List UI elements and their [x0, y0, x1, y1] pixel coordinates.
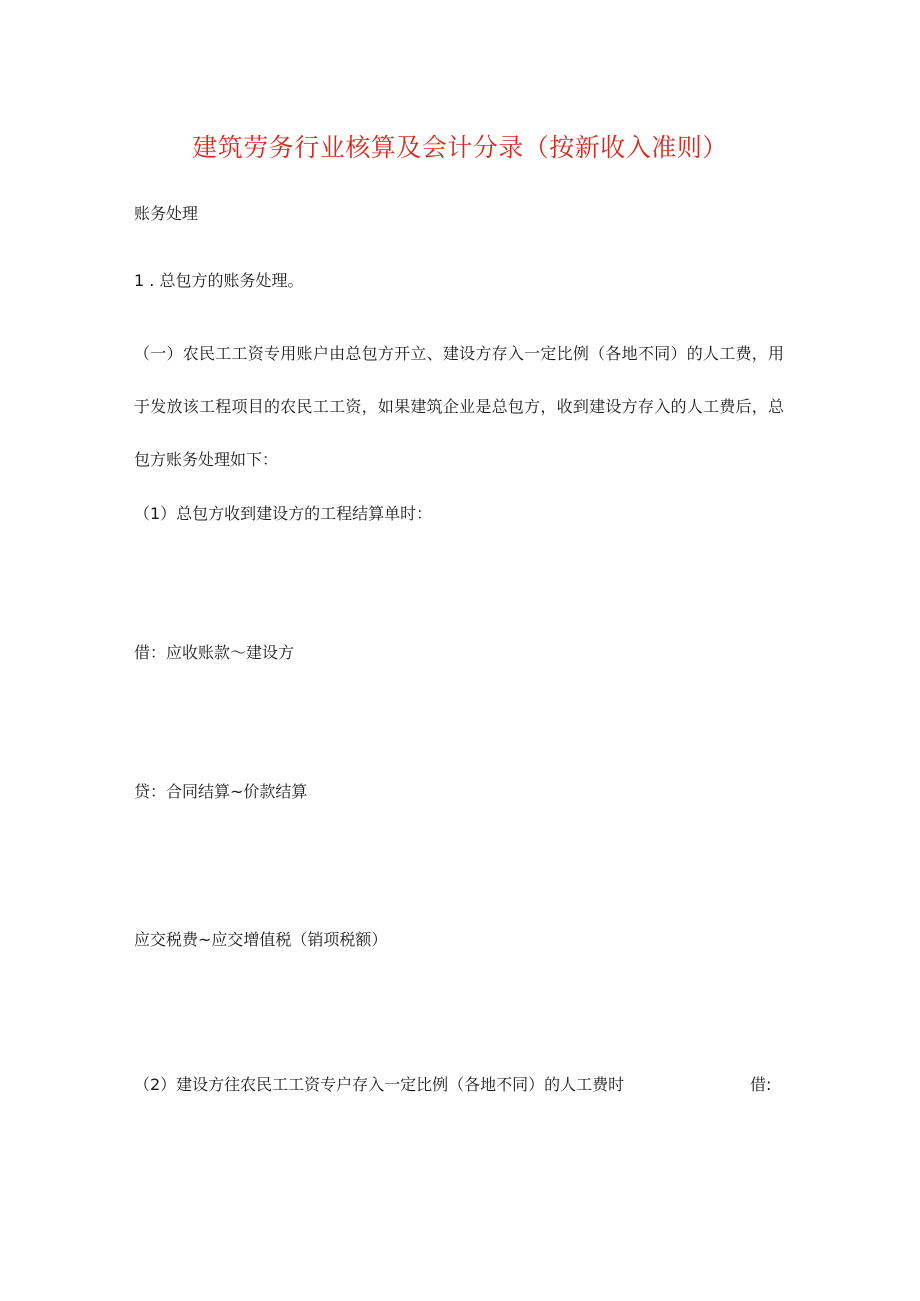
credit-entry: 应交税费~应交增值税（销项税额） — [134, 930, 388, 949]
body-paragraph: （一）农民工工资专用账户由总包方开立、建设方存入一定比例（各地不同）的人工费，用于发放该工程项目的农民工工资，如果建筑企业是总包方，收到建设方存入的人工费后，总包方账务处理如下： — [134, 344, 784, 469]
numbered-item: 1 . 总包方的账务处理。 — [134, 271, 304, 290]
document-title: 建筑劳务行业核算及会计分录（按新收入准则） — [192, 133, 728, 162]
step-heading: （2）建设方往农民工工资专户存入一定比例（各地不同）的人工费时 — [134, 1075, 625, 1094]
debit-entry: 借：应收账款〜建设方 — [134, 643, 295, 662]
debit-label: 借: — [750, 1075, 772, 1094]
credit-entry: 贷：合同结算~价款结算 — [134, 782, 308, 801]
step-heading: （1）总包方收到建设方的工程结算单时： — [134, 504, 433, 523]
section-heading: 账务处理 — [134, 204, 199, 223]
